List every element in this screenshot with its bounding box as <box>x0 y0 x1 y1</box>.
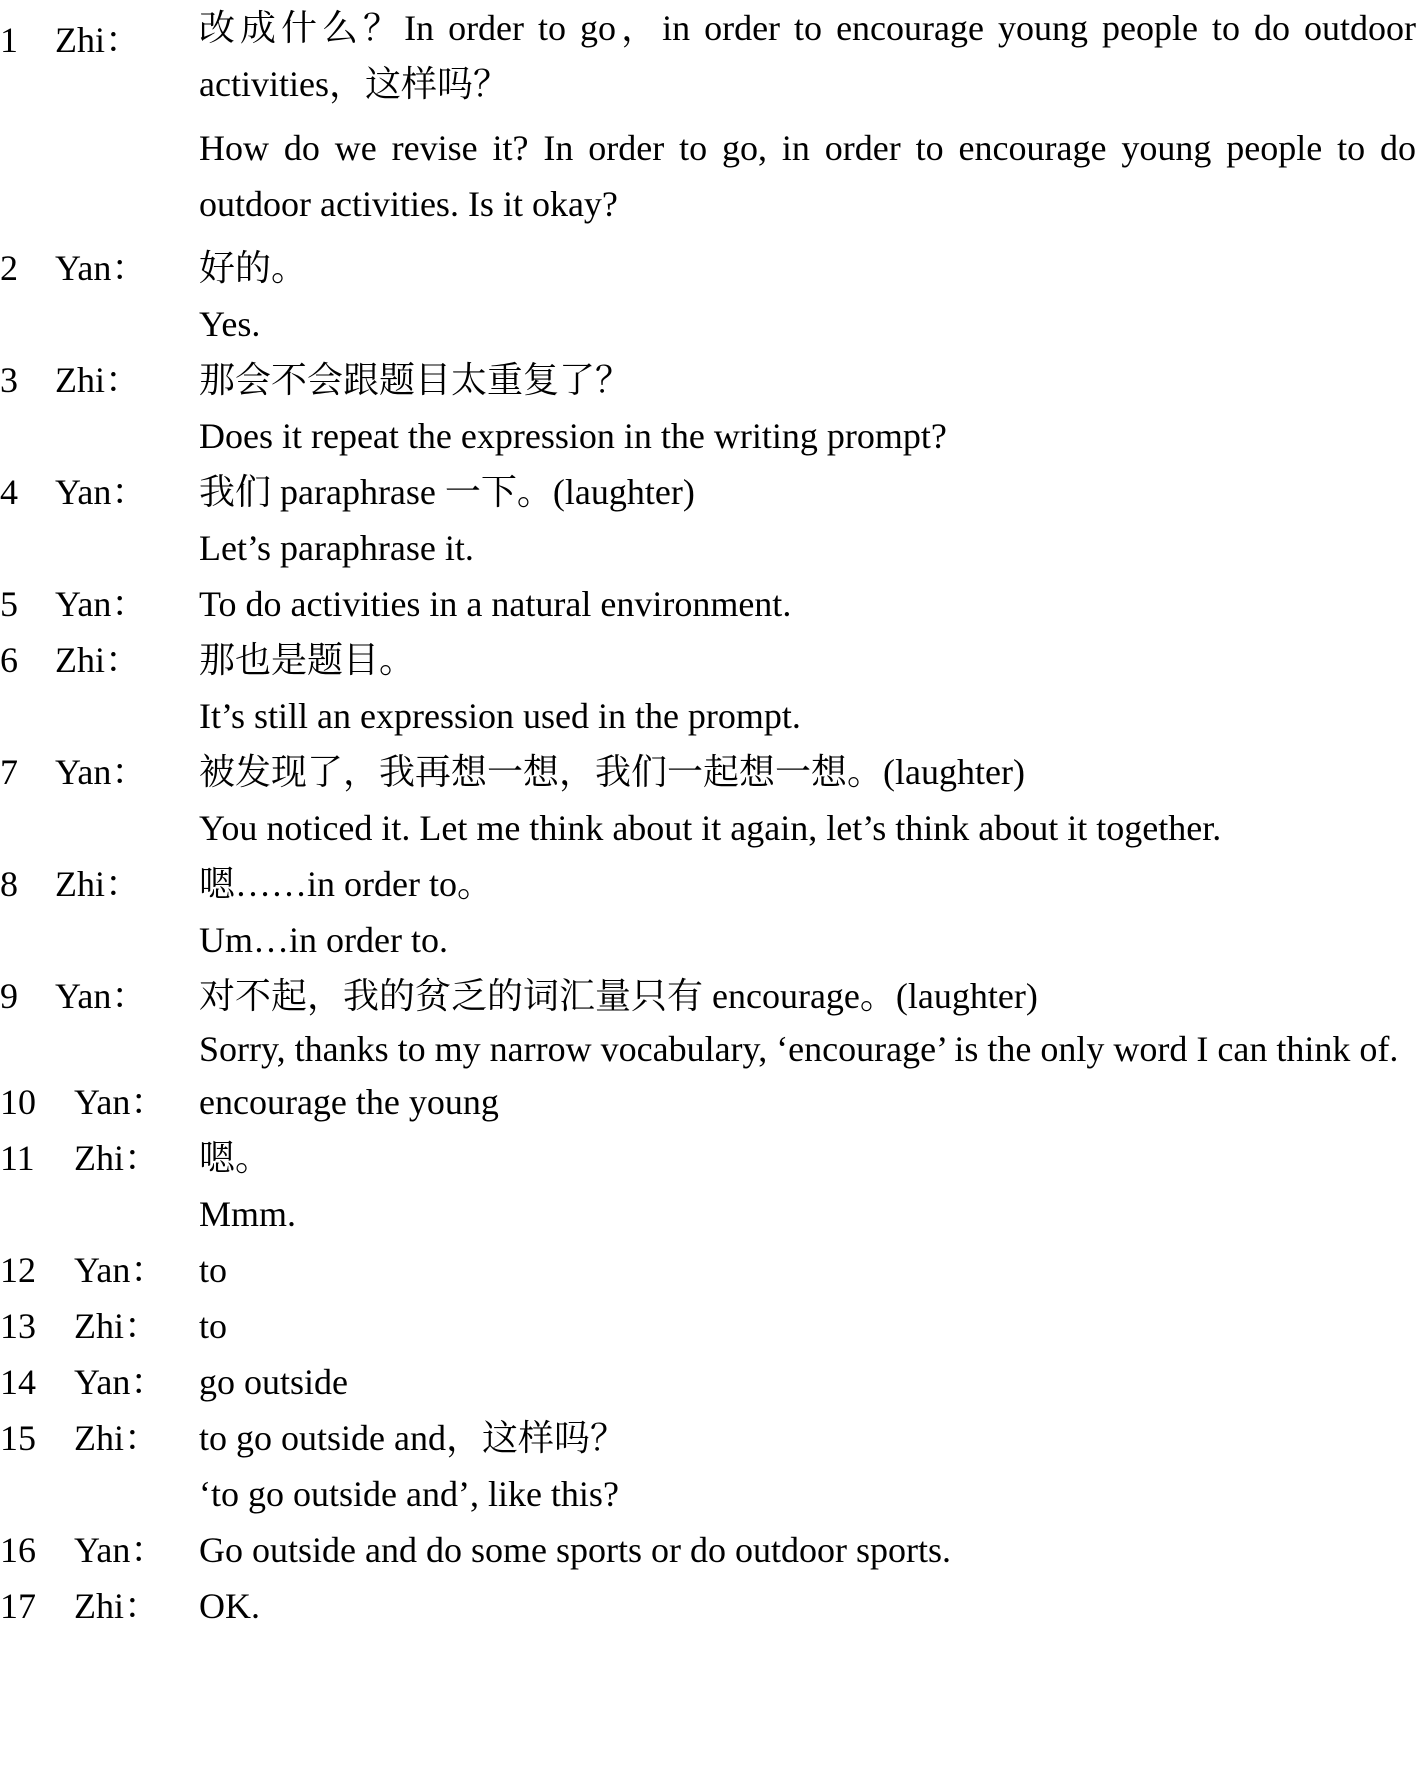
turn-number: 11 <box>0 1138 35 1178</box>
english-translation: Sorry, thanks to my narrow vocabulary, ‘encourage’ is the only word I can think of. <box>199 1029 1399 1069</box>
turn-number: 12 <box>0 1250 36 1290</box>
speaker-label: Yan： <box>74 1250 167 1290</box>
turn-number: 8 <box>0 864 18 904</box>
original-utterance: Go outside and do some sports or do outdoor sports. <box>199 1530 951 1570</box>
original-utterance: 对不起，我的贫乏的词汇量只有 encourage。(laughter) <box>199 976 1038 1016</box>
turn-number: 10 <box>0 1082 36 1122</box>
english-translation: Let’s paraphrase it. <box>199 528 474 568</box>
speaker-label: Yan： <box>55 248 148 288</box>
turn-content <box>199 1522 1416 1578</box>
turn-content <box>199 632 1416 744</box>
original-utterance: encourage the young <box>199 1082 499 1122</box>
original-utterance: to <box>199 1306 228 1346</box>
speaker-label: Yan： <box>55 584 148 624</box>
turn-content <box>199 0 1416 232</box>
original-utterance: 那也是题目。 <box>199 640 416 680</box>
turn-content <box>199 1074 1416 1130</box>
spacer <box>0 232 1421 240</box>
speaker-label: Yan： <box>55 472 148 512</box>
original-utterance: 那会不会跟题目太重复了？ <box>199 360 632 400</box>
transcript-turn <box>0 0 1421 232</box>
speaker-label: Yan： <box>74 1362 167 1402</box>
speaker-label: Yan： <box>74 1082 167 1122</box>
original-utterance: 我们 paraphrase 一下。(laughter) <box>199 472 695 512</box>
speaker-label: Zhi： <box>74 1418 160 1458</box>
transcript-turn <box>0 1410 1421 1522</box>
transcript-turn <box>0 1578 1421 1634</box>
transcript-turn <box>0 240 1421 352</box>
english-translation: You noticed it. Let me think about it again, let’s think about it together. <box>199 808 1222 848</box>
turn-number: 6 <box>0 640 18 680</box>
original-utterance: OK. <box>199 1586 260 1626</box>
transcript-turn <box>0 1242 1421 1298</box>
original-utterance: 好的。 <box>199 248 308 288</box>
turn-number: 13 <box>0 1306 36 1346</box>
turn-content <box>199 1410 1416 1522</box>
turn-number: 4 <box>0 472 18 512</box>
turn-number: 15 <box>0 1418 36 1458</box>
turn-number: 17 <box>0 1586 36 1626</box>
original-utterance: 改成什么？In order to go，in order to encourage young people to do outdoor activities，这样吗？ <box>199 8 1416 104</box>
turn-number: 3 <box>0 360 18 400</box>
transcript-turn <box>0 352 1421 464</box>
transcript-turn <box>0 1074 1421 1130</box>
turn-number: 5 <box>0 584 18 624</box>
turn-number: 16 <box>0 1530 36 1570</box>
turn-content <box>199 1578 1416 1634</box>
speaker-label: Zhi： <box>74 1138 160 1178</box>
original-utterance: go outside <box>199 1362 348 1402</box>
speaker-label: Zhi： <box>55 20 141 60</box>
turn-content <box>199 744 1416 856</box>
turn-content <box>199 1354 1416 1410</box>
speaker-label: Zhi： <box>74 1586 160 1626</box>
original-utterance: 被发现了，我再想一想，我们一起想一想。(laughter) <box>199 752 1025 792</box>
english-translation: It’s still an expression used in the prompt. <box>199 696 801 736</box>
turn-number: 9 <box>0 976 18 1016</box>
turn-content <box>199 856 1416 968</box>
transcript-turn <box>0 968 1421 1074</box>
english-translation: Mmm. <box>199 1194 297 1234</box>
turn-content <box>199 352 1416 464</box>
english-translation: Yes. <box>199 304 261 344</box>
speaker-label: Zhi： <box>55 864 141 904</box>
original-utterance: to go outside and，这样吗？ <box>199 1418 626 1458</box>
turn-number: 1 <box>0 20 18 60</box>
transcript-turn <box>0 744 1421 856</box>
transcript-turn <box>0 1130 1421 1242</box>
transcript-turn <box>0 576 1421 632</box>
english-translation: Um…in order to. <box>199 920 448 960</box>
turn-content <box>199 1298 1416 1354</box>
transcript-turn <box>0 1354 1421 1410</box>
speaker-label: Zhi： <box>74 1306 160 1346</box>
turn-content <box>199 240 1416 352</box>
turn-content <box>199 576 1416 632</box>
english-translation: ‘to go outside and’, like this? <box>199 1474 619 1514</box>
original-utterance: 嗯。 <box>199 1138 272 1178</box>
original-utterance: 嗯……in order to。 <box>199 864 493 904</box>
turn-content <box>199 1130 1416 1242</box>
turn-number: 2 <box>0 248 18 288</box>
english-translation: How do we revise it? In order to go, in order to encourage young people to do outdoor activities. Is it okay? <box>199 128 1416 224</box>
original-utterance: to <box>199 1250 228 1290</box>
english-translation: Does it repeat the expression in the writing prompt? <box>199 416 947 456</box>
transcript-turn <box>0 632 1421 744</box>
turn-content <box>199 1242 1416 1298</box>
turn-number: 14 <box>0 1362 36 1402</box>
transcript-turn <box>0 856 1421 968</box>
transcript-turn <box>0 1298 1421 1354</box>
turn-number: 7 <box>0 752 18 792</box>
speaker-label: Zhi： <box>55 640 141 680</box>
transcript-turn <box>0 464 1421 576</box>
speaker-label: Yan： <box>55 752 148 792</box>
speaker-label: Yan： <box>55 976 148 1016</box>
speaker-label: Zhi： <box>55 360 141 400</box>
original-utterance: To do activities in a natural environment. <box>199 584 792 624</box>
transcript-turn <box>0 1522 1421 1578</box>
turn-content <box>199 968 1416 1074</box>
speaker-label: Yan： <box>74 1530 167 1570</box>
turn-content <box>199 464 1416 576</box>
